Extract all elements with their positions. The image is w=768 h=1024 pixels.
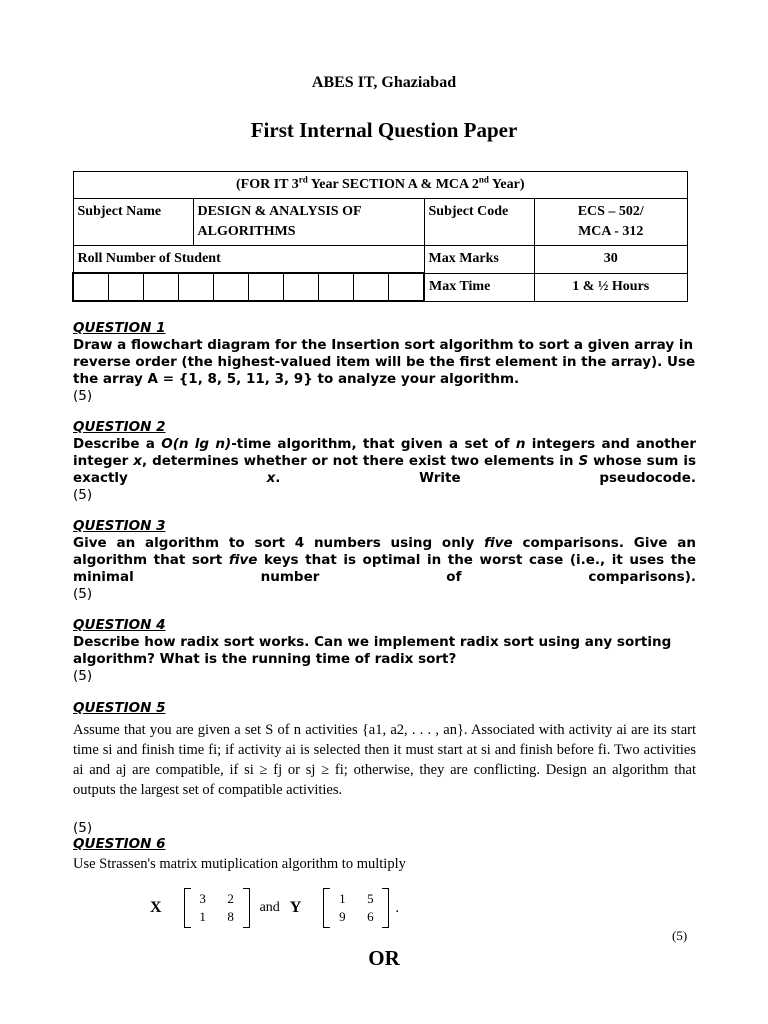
max-marks-label: Max Marks — [424, 246, 534, 274]
q2-text-part: . Write pseudocode. — [275, 470, 696, 486]
or-separator: OR — [368, 946, 400, 970]
question-4-text: Describe how radix sort works. Can we implement radix sort using any sorting algorithm? What is the running time of radix sort? — [73, 634, 672, 667]
question-6-heading: QUESTION 6 — [73, 836, 166, 852]
matrix-cell: 1 — [199, 909, 206, 924]
question-4-heading: QUESTION 4 — [73, 617, 166, 633]
roll-digit-box[interactable] — [354, 274, 389, 300]
and-text: and — [259, 900, 280, 915]
q2-text-part: O(n lg n) — [161, 436, 232, 452]
paper-info-table — [72, 171, 688, 302]
roll-digit-box[interactable] — [144, 274, 179, 300]
subject-code-value — [534, 199, 688, 246]
matrix-x — [184, 888, 250, 928]
question-5-heading-wrap — [73, 700, 696, 717]
question-3-heading: QUESTION 3 — [73, 518, 166, 534]
roll-digit-box[interactable] — [179, 274, 214, 300]
roll-digit-box[interactable] — [319, 274, 354, 300]
subject-code-line: ECS – 502/ — [577, 204, 644, 219]
course-line-part: Year SECTION A & MCA 2 — [307, 177, 479, 192]
q2-text-part: x — [133, 453, 143, 469]
question-1-text: Draw a flowchart diagram for the Insertion sort algorithm to sort a given array in reverse order (the highest-valued item will be the first element in the array). Use the array A = {1, 8, 5, 11, 3, 9} to analyze your algorithm. — [73, 337, 696, 387]
matrix-y-label: Y — [289, 899, 302, 916]
matrix-cell: 1 — [339, 891, 346, 906]
question-5-marks: (5) — [73, 820, 93, 836]
subject-name-value — [193, 199, 424, 246]
q2-text-part: S — [578, 453, 589, 469]
roll-number-boxes[interactable] — [73, 273, 424, 301]
subject-name-line: DESIGN & ANALYSIS OF — [197, 204, 362, 219]
roll-digit-box[interactable] — [249, 274, 284, 300]
question-6-marks: (5) — [672, 928, 688, 943]
question-4-marks: (5) — [73, 668, 93, 684]
q2-text-part: -time algorithm, that given a set of — [231, 436, 516, 452]
roll-number-label: Roll Number of Student — [73, 246, 424, 274]
question-1-heading: QUESTION 1 — [73, 320, 166, 336]
roll-digit-box[interactable] — [284, 274, 319, 300]
question-2-heading: QUESTION 2 — [73, 419, 166, 435]
question-5-marks-wrap — [73, 820, 696, 837]
q2-text-part: x — [266, 470, 276, 486]
matrix-x-label: X — [150, 899, 162, 916]
q3-text-part: five — [228, 552, 258, 568]
question-2-marks: (5) — [73, 487, 93, 503]
question-5-heading: QUESTION 5 — [73, 700, 166, 716]
question-2-text — [73, 436, 696, 487]
institute-name: ABES IT, Ghaziabad — [311, 74, 457, 91]
question-3-text — [73, 535, 696, 586]
q3-text-part: keys that is optimal in the worst case (i.e., it uses the minimal number of comparisons). — [73, 552, 696, 585]
max-marks-value: 30 — [534, 246, 688, 274]
course-line-sup: rd — [298, 174, 308, 185]
subject-name-label: Subject Name — [73, 199, 193, 246]
q2-text-part: n — [515, 436, 526, 452]
roll-digit-box[interactable] — [389, 274, 423, 300]
max-time-value: 1 & ½ Hours — [534, 273, 688, 301]
subject-code-line: MCA - 312 — [578, 224, 644, 239]
question-5-text: Assume that you are given a set S of n activities {a1, a2, . . . , an}. Associated with activity ai are its start time si and finish time fi; if activity ai is selected then it must start at si and finish before fi. Two activities ai and aj are compatible, if si ≥ fj or sj ≥ fi; otherwise, they are conflicting. Design an algorithm that outputs the largest set of compatible activities. — [73, 722, 696, 798]
matrix-cell: 3 — [199, 891, 206, 906]
matrix-y — [323, 888, 389, 928]
q2-text-part: Describe a — [73, 436, 162, 452]
q3-text-part: comparisons. Give an algorithm that sort — [73, 535, 696, 568]
question-3 — [73, 518, 696, 603]
course-line — [73, 172, 688, 199]
course-line-part: (FOR IT 3 — [235, 177, 299, 192]
question-4 — [73, 617, 696, 685]
q3-text-part: five — [484, 535, 513, 551]
matrix-cell: 9 — [339, 909, 346, 924]
q2-text-part: integers and another integer — [73, 436, 697, 469]
question-2 — [73, 419, 696, 504]
course-line-sup: nd — [478, 174, 489, 185]
paper-title: First Internal Question Paper — [250, 118, 518, 142]
question-3-marks: (5) — [73, 586, 93, 602]
question-6-heading-wrap — [73, 836, 696, 853]
question-1 — [73, 320, 696, 405]
matrix-cell: 6 — [367, 909, 374, 924]
question-1-marks: (5) — [73, 388, 93, 404]
matrix-end-period: . — [395, 899, 400, 916]
matrix-cell: 8 — [227, 909, 234, 924]
subject-code-label: Subject Code — [424, 199, 534, 246]
max-time-label: Max Time — [424, 273, 534, 301]
matrix-cell: 2 — [227, 891, 234, 906]
q2-text-part: whose sum is exactly — [73, 453, 696, 486]
matrix-expression — [150, 888, 399, 928]
subject-name-line: ALGORITHMS — [197, 224, 296, 239]
roll-digit-box[interactable] — [74, 274, 109, 300]
course-line-part: Year) — [488, 177, 525, 192]
roll-digit-box[interactable] — [109, 274, 144, 300]
q2-text-part: , determines whether or not there exist two elements in — [142, 453, 579, 469]
roll-digit-box[interactable] — [214, 274, 249, 300]
question-6-text: Use Strassen's matrix mutiplication algorithm to multiply — [73, 856, 406, 872]
q3-text-part: Give an algorithm to sort 4 numbers using only — [73, 535, 485, 551]
matrix-cell: 5 — [367, 891, 374, 906]
